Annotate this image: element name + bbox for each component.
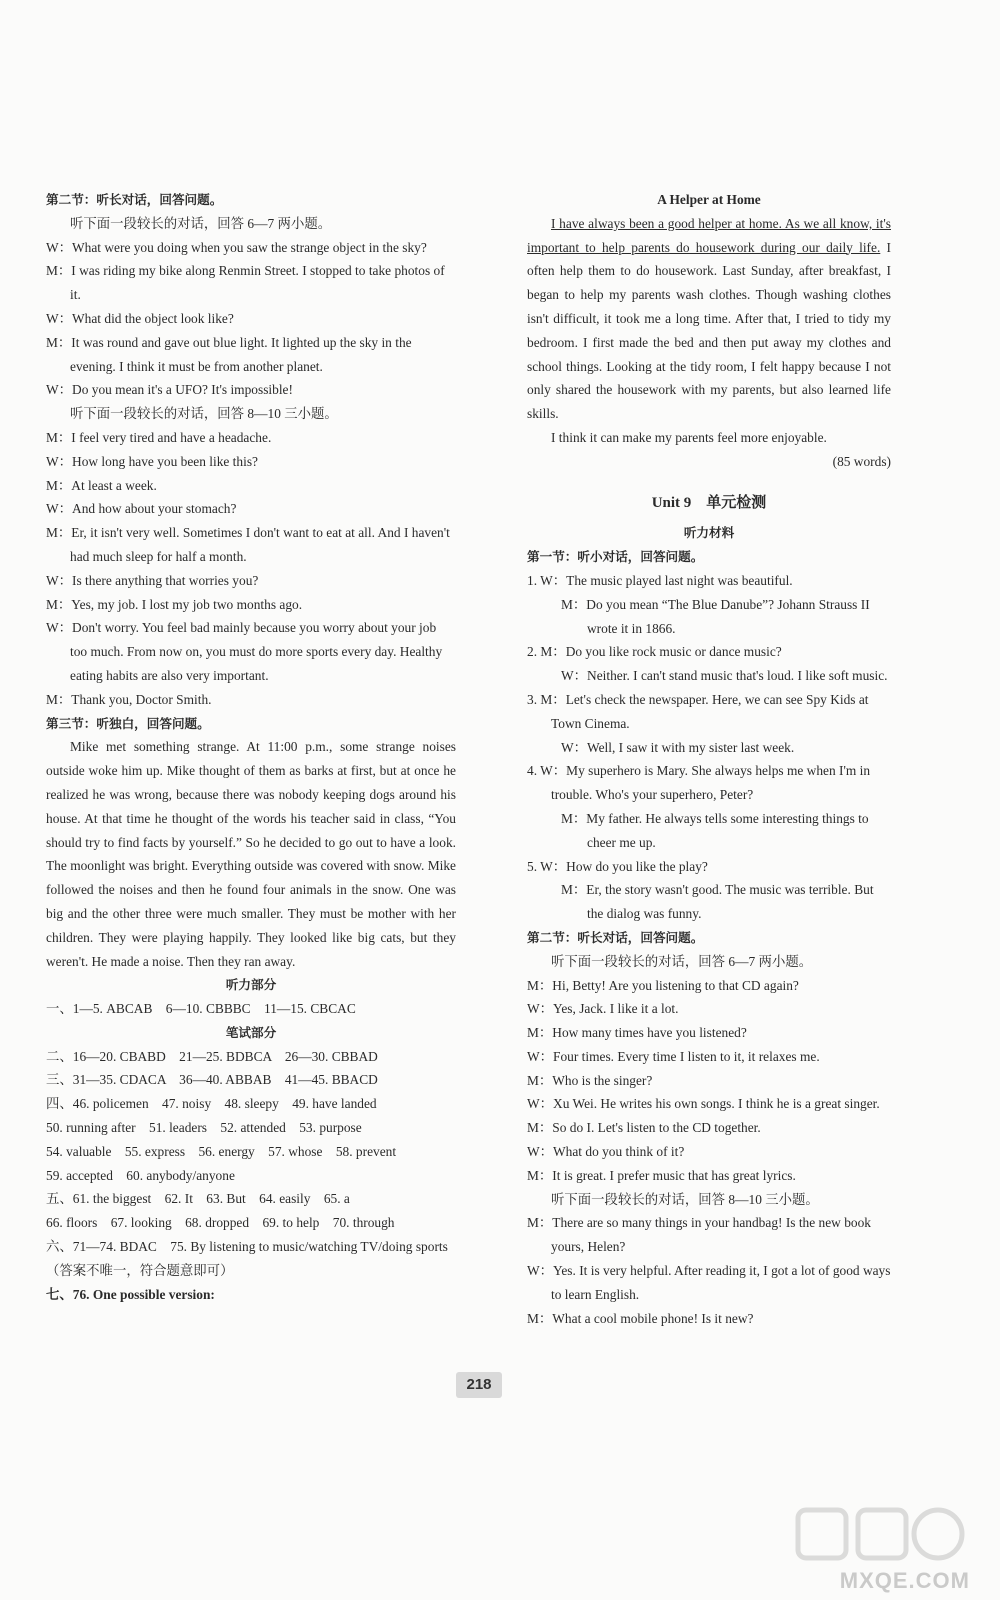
answer-line: 50. running after 51. leaders 52. attended 53. purpose (46, 1120, 362, 1136)
essay-paragraph (527, 212, 891, 426)
dialog-line: M：I feel very tired and have a headache. (46, 429, 272, 445)
dialog-intro: 听下面一段较长的对话，回答 8—10 三小题。 (70, 406, 338, 422)
dialog-intro: 听下面一段较长的对话，回答 8—10 三小题。 (551, 1191, 819, 1207)
dialog-question-line: 5. W：How do you like the play? (527, 858, 708, 874)
dialog-line: M：Thank you, Doctor Smith. (46, 691, 212, 707)
section2-heading: 第二节：听长对话，回答问题。 (527, 929, 704, 945)
section1-heading: 第一节：听小对话，回答问题。 (527, 549, 704, 565)
right-column (527, 188, 891, 1330)
dialog-line: W：What did the object look like? (46, 310, 234, 326)
essay-text: I often help them to do housework. Last Sunday, after breakfast, I began to help my parents wash clothes. Though washing clothes isn't difficult, it took me a long time. After that, I tried to tidy my bedroom. I first made the bed and then put away my clothes and school things. Looking at the tidy room, I felt happy because I not only shared the housework with my parents, but also learned life skills. (527, 239, 891, 422)
dialog-a (46, 236, 456, 403)
listening-material-heading: 听力材料 (683, 525, 735, 541)
section2-heading: 第二节：听长对话，回答问题。 (46, 192, 223, 207)
dialog-line: W：Xu Wei. He writes his own songs. I think he is a great singer. (527, 1096, 880, 1112)
dialog-line: M：It is great. I prefer music that has great lyrics. (527, 1167, 796, 1183)
short-dialogs (527, 569, 891, 926)
dialog-line: W：What do you think of it? (527, 1144, 685, 1160)
dialog-line: W：Yes, Jack. I like it a lot. (527, 1001, 679, 1017)
section3-heading: 第三节：听独白，回答问题。 (46, 715, 210, 731)
dialog-line: M：Er, it isn't very well. Sometimes I don't want to eat at all. And I haven't had much sleep for half a month. (46, 525, 450, 564)
dialog-line: M：It was round and gave out blue light. It lighted up the sky in the evening. I think it must be from another planet. (46, 334, 412, 374)
dialog-line: M：So do I. Let's listen to the CD together. (527, 1120, 761, 1136)
dialog-question-line: 2. M：Do you like rock music or dance music? (527, 644, 782, 660)
dialog-line: W：What were you doing when you saw the strange object in the sky? (46, 239, 427, 255)
answer-key (46, 1045, 456, 1283)
dialog-line: W：Is there anything that worries you? (46, 572, 259, 588)
dialog-intro: 听下面一段较长的对话，回答 6—7 两小题。 (551, 953, 813, 969)
dialog-intro: 听下面一段较长的对话，回答 6—7 两小题。 (70, 215, 332, 231)
dialog-line: M：There are so many things in your handbag! Is the new book yours, Helen? (527, 1215, 871, 1255)
answer-line: 六、71—74. BDAC 75. By listening to music/watching TV/doing sports（答案不唯一，符合题意即可） (46, 1239, 448, 1278)
dialog-line: M：Who is the singer? (527, 1072, 653, 1088)
watermark-text: MXQE.COM (839, 1568, 970, 1593)
dialog-d (527, 1211, 891, 1330)
dialog-line: M：Hi, Betty! Are you listening to that CD again? (527, 977, 799, 993)
answer-line: 54. valuable 55. express 56. energy 57. whose 58. prevent (46, 1143, 397, 1159)
answer-line: 一、1—5. ABCAB 6—10. CBBBC 11—15. CBCAC (46, 1001, 356, 1017)
dialog-line: M：What a cool mobile phone! Is it new? (527, 1310, 754, 1326)
dialog-line: M：I was riding my bike along Renmin Street. I stopped to take photos of it. (46, 263, 445, 303)
left-column (46, 188, 456, 1306)
answer-line: 66. floors 67. looking 68. dropped 69. to help 70. through (46, 1215, 395, 1231)
answer-line: 59. accepted 60. anybody/anyone (46, 1167, 235, 1183)
unit-title: Unit 9 单元检测 (651, 494, 767, 511)
dialog-line: M：Yes, my job. I lost my job two months ago. (46, 596, 303, 612)
dialog-answer-line: M：Do you mean “The Blue Danube”? Johann Strauss II wrote it in 1866. (561, 596, 870, 636)
listening-part-heading: 听力部分 (225, 977, 277, 993)
answer-line: 二、16—20. CBABD 21—25. BDBCA 26—30. CBBAD (46, 1048, 378, 1064)
dialog-answer-line: M：Er, the story wasn't good. The music was terrible. But the dialog was funny. (561, 882, 874, 922)
dialog-line: W：Do you mean it's a UFO? It's impossible! (46, 382, 293, 398)
dialog-answer-line: W：Neither. I can't stand music that's loud. I like soft music. (561, 668, 888, 684)
writing-task-label: 七、76. One possible version: (46, 1286, 215, 1302)
dialog-line: W：And how about your stomach? (46, 501, 237, 517)
dialog-line: W：Four times. Every time I listen to it, it relaxes me. (527, 1048, 820, 1064)
word-count: (85 words) (832, 453, 891, 469)
dialog-answer-line: W：Well, I saw it with my sister last week. (561, 739, 795, 755)
dialog-line: M：How many times have you listened? (527, 1025, 747, 1041)
dialog-c (527, 974, 891, 1188)
essay-underlined-text: I have always been a good helper at home. As we all know, it's important to help parents do housework during our daily life. (527, 215, 891, 255)
dialog-line: W：How long have you been like this? (46, 453, 258, 469)
page-number: 218 (456, 1372, 502, 1398)
essay-paragraph: I think it can make my parents feel more enjoyable. (551, 429, 827, 445)
dialog-line: W：Don't worry. You feel bad mainly because you worry about your job too much. From now on, you must do more sports every day. Healthy eating habits are also very important. (46, 620, 443, 683)
dialog-question-line: 3. M：Let's check the newspaper. Here, we can see Spy Kids at Town Cinema. (527, 691, 869, 731)
dialog-line: W：Yes. It is very helpful. After reading it, I got a lot of good ways to learn English. (527, 1263, 891, 1302)
dialog-question-line: 4. W：My superhero is Mary. She always helps me when I'm in trouble. Who's your superhero, Peter? (527, 763, 871, 803)
answer-line: 四、46. policemen 47. noisy 48. sleepy 49. have landed (46, 1096, 377, 1112)
answer-line: 三、31—35. CDACA 36—40. ABBAB 41—45. BBACD (46, 1072, 378, 1088)
dialog-line: M：At least a week. (46, 477, 157, 493)
writing-part-heading: 笔试部分 (225, 1024, 277, 1040)
essay-title: A Helper at Home (657, 192, 761, 207)
answer-line: 五、61. the biggest 62. It 63. But 64. easily 65. a (46, 1191, 350, 1207)
monologue-text: Mike met something strange. At 11:00 p.m., some strange noises outside woke him up. Mike thought of them as barks at first, but at once he realized he was wrong, because there was nobody keeping dogs around his house. At that time he thought of the words his teacher said in class, “You should try to find facts by yourself.” So he decided to go out to have a look. The moonlight was bright. Everything outside was covered with snow. Mike followed the noises and then he found four animals in the snow. One was big and the other three were much smaller. They must be mother with her children. They were playing happily. They looked like big cats, but they weren't. He made a noise. Then they ran away. (46, 739, 456, 969)
dialog-question-line: 1. W：The music played last night was beautiful. (527, 572, 793, 588)
dialog-answer-line: M：My father. He always tells some interesting things to cheer me up. (561, 810, 869, 850)
dialog-b (46, 426, 456, 712)
